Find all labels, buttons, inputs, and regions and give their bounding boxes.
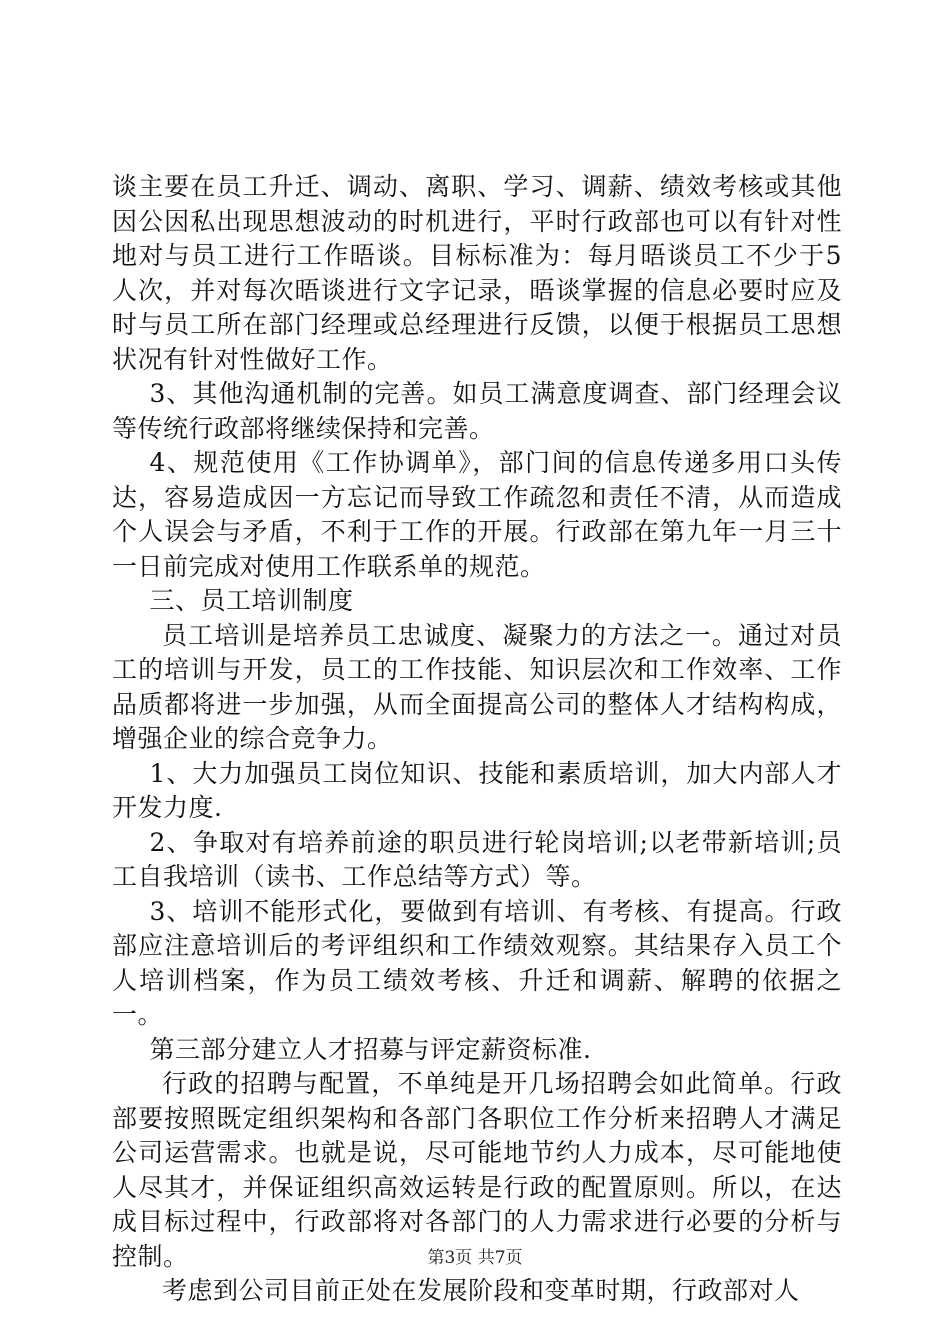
page-number-footer: 第3页 共7页 bbox=[427, 1248, 523, 1268]
paragraph-training-item-1: 1、大力加强员工岗位知识、技能和素质培训，加大内部人才开发力度. bbox=[112, 758, 842, 822]
paragraph-item-4-coordination-form: 4、规范使用《工作协调单》，部门间的信息传递多用口头传达，容易造成因一方忘记而导致工作疏忽和责任不清，从而造成个人误会与矛盾，不利于工作的开展。行政部在第九年一月三十一日前完成对使用工作联系单的规范。 bbox=[112, 448, 842, 581]
section-heading-part-three: 第三部分建立人才招募与评定薪资标准. bbox=[149, 1034, 592, 1064]
paragraph-item-3-communication: 3、其他沟通机制的完善。如员工满意度调查、部门经理会议等传统行政部将继续保持和完善。 bbox=[112, 379, 842, 443]
paragraph-training-intro: 员工培训是培养员工忠诚度、凝聚力的方法之一。通过对员工的培训与开发，员工的工作技能、知识层次和工作效率、工作品质都将进一步加强，从而全面提高公司的整体人才结构构成，增强企业的综合竞争力。 bbox=[112, 620, 842, 753]
paragraph-recruitment: 行政的招聘与配置，不单纯是开几场招聘会如此简单。行政部要按照既定组织架构和各部门各职位工作分析来招聘人才满足公司运营需求。也就是说，尽可能地节约人力成本，尽可能地使人尽其才，并保证组织高效运转是行政的配置原则。所以，在达成目标过程中，行政部将对各部门的人力需求进行必要的分析与控制。 bbox=[112, 1069, 842, 1271]
paragraph-continuation: 谈主要在员工升迁、调动、离职、学习、调薪、绩效考核或其他因公因私出现思想波动的时机进行，平时行政部也可以有针对性地对与员工进行工作晤谈。目标标准为：每月晤谈员工不少于5人次，并对每次晤谈进行文字记录，晤谈掌握的信息必要时应及时与员工所在部门经理或总经理进行反馈，以便于根据员工思想状况有针对性做好工作。 bbox=[112, 172, 842, 374]
paragraph-consideration: 考虑到公司目前正处在发展阶段和变革时期，行政部对人 bbox=[162, 1276, 800, 1305]
document-body bbox=[112, 170, 842, 1309]
section-heading-training: 三、员工培训制度 bbox=[149, 586, 354, 615]
paragraph-training-item-3: 3、培训不能形式化，要做到有培训、有考核、有提高。行政部应注意培训后的考评组织和工作绩效观察。其结果存入员工个人培训档案，作为员工绩效考核、升迁和调薪、解聘的依据之一。 bbox=[112, 896, 842, 1029]
paragraph-training-item-2: 2、争取对有培养前途的职员进行轮岗培训;以老带新培训;员工自我培训（读书、工作总结等方式）等。 bbox=[112, 827, 842, 891]
